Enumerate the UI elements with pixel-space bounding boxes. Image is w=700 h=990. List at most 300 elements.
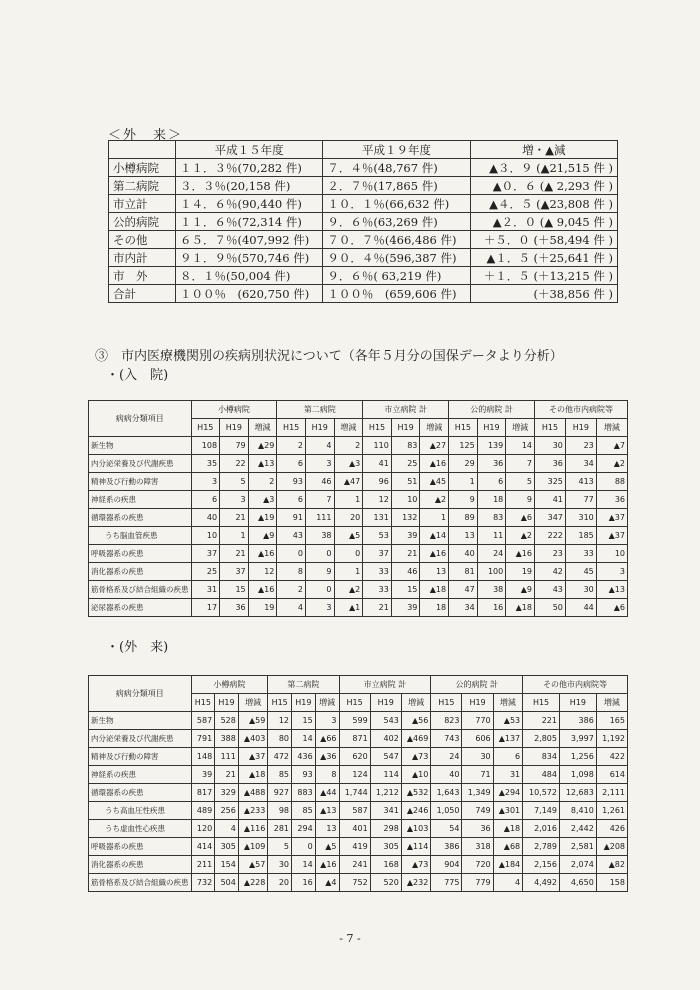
table-group-header: 小樽病院	[191, 401, 277, 419]
disease-name: 呼吸器系の疾患	[89, 838, 192, 856]
table-sub-header: 増減	[506, 419, 535, 437]
summary-h15-value: １４．６％(90,440 件)	[176, 195, 323, 213]
table-cell: 720	[462, 856, 493, 874]
table-cell: 1	[220, 527, 249, 545]
summary-diff-value: ＋５．０ (＋58,494 件 )	[470, 231, 617, 249]
table-cell: 20	[334, 509, 363, 527]
table-cell: 17	[191, 599, 220, 617]
table-cell: ▲45	[420, 473, 449, 491]
table-cell: 23	[535, 545, 566, 563]
table-cell: ▲16	[420, 455, 449, 473]
table-cell: ▲469	[401, 730, 431, 748]
table-cell: 386	[431, 838, 462, 856]
table-cell: ▲2	[596, 455, 627, 473]
disease-name: 内分泌栄養及び代謝疾患	[89, 730, 192, 748]
table-cell: 1,192	[596, 730, 627, 748]
table-cell: ▲37	[596, 509, 627, 527]
table-cell: 30	[268, 856, 292, 874]
disease-name: うち虚血性心疾患	[89, 820, 192, 838]
summary-h19-value: ９．６％( 63,219 件)	[323, 267, 470, 285]
table-cell: ▲29	[248, 437, 277, 455]
table-cell: 124	[339, 766, 370, 784]
table-cell: 110	[363, 437, 392, 455]
table-cell: 54	[431, 820, 462, 838]
table-cell: 484	[523, 766, 560, 784]
table-row	[89, 545, 628, 563]
table-cell: 15	[391, 581, 420, 599]
table-cell: 413	[565, 473, 596, 491]
table-cell: 33	[565, 545, 596, 563]
table-cell: 2	[248, 473, 277, 491]
table-cell: 310	[565, 509, 596, 527]
table-cell: 904	[431, 856, 462, 874]
table-cell: 41	[535, 491, 566, 509]
inpatient-heading: ・(入 院)	[106, 368, 169, 383]
table-cell: 168	[370, 856, 401, 874]
table-sub-header: 増減	[420, 419, 449, 437]
disease-name: 循環器系の疾患	[89, 509, 192, 527]
table-cell: 35	[191, 455, 220, 473]
table-cell: 30	[462, 748, 493, 766]
table-sub-header: H19	[565, 419, 596, 437]
table-cell: ▲37	[238, 748, 268, 766]
summary-header-h15: 平成１５年度	[176, 141, 323, 159]
table-cell: ▲27	[420, 437, 449, 455]
summary-h15-value: １１．３％(70,282 件)	[176, 159, 323, 177]
disease-name: 筋骨格系及び結合組織の疾患	[89, 581, 192, 599]
summary-row	[109, 159, 618, 177]
table-cell: ▲233	[238, 802, 268, 820]
table-cell: 154	[215, 856, 239, 874]
table-cell: 9	[305, 563, 334, 581]
table-cell: 24	[431, 748, 462, 766]
table-cell: ▲116	[238, 820, 268, 838]
table-cell: 4	[305, 437, 334, 455]
table-cell: 39	[391, 527, 420, 545]
table-cell: ▲3	[334, 455, 363, 473]
table-cell: 24	[477, 545, 506, 563]
disease-name: 呼吸器系の疾患	[89, 545, 192, 563]
table-cell: 185	[565, 527, 596, 545]
table-cell: ▲137	[493, 730, 523, 748]
table-sub-header: 増減	[401, 694, 431, 712]
table-cell: 2,581	[559, 838, 596, 856]
summary-header-blank	[109, 141, 176, 159]
table-cell: 40	[191, 509, 220, 527]
table-cell: 31	[493, 766, 523, 784]
table-cell: 2	[277, 437, 306, 455]
table-cell: 732	[191, 874, 215, 892]
table-cell: 25	[191, 563, 220, 581]
table-cell: 51	[391, 473, 420, 491]
summary-header-row	[109, 141, 618, 159]
table-cell: 3,997	[559, 730, 596, 748]
table-cell: 93	[292, 766, 316, 784]
table-cell: ▲114	[401, 838, 431, 856]
table-cell: 89	[449, 509, 478, 527]
table-cell: 12	[248, 563, 277, 581]
table-row	[89, 509, 628, 527]
table-cell: 1	[449, 473, 478, 491]
table-cell: 42	[535, 563, 566, 581]
table-cell: 13	[420, 563, 449, 581]
table-sub-header: H19	[477, 419, 506, 437]
disease-name: うち高血圧性疾患	[89, 802, 192, 820]
summary-header-diff: 増・▲減	[470, 141, 617, 159]
table-cell: 6	[277, 491, 306, 509]
table-cell: 329	[215, 784, 239, 802]
summary-row	[109, 213, 618, 231]
table-cell: 30	[535, 437, 566, 455]
table-group-header: その他市内病院等	[535, 401, 628, 419]
table-cell: 77	[565, 491, 596, 509]
table-cell: 6	[477, 473, 506, 491]
table-cell: 791	[191, 730, 215, 748]
table-cell: 3	[220, 491, 249, 509]
table-sub-header: H15	[523, 694, 560, 712]
table-cell: ▲10	[401, 766, 431, 784]
table-cell: 489	[191, 802, 215, 820]
table-cell: 16	[477, 599, 506, 617]
table-cell: 1,643	[431, 784, 462, 802]
table-cell: 14	[292, 730, 316, 748]
table-sub-header: H19	[391, 419, 420, 437]
table-cell: 46	[391, 563, 420, 581]
table-cell: 294	[292, 820, 316, 838]
disease-name: 神経系の疾患	[89, 766, 192, 784]
inpatient-table	[88, 400, 628, 617]
table-sub-header: H15	[277, 419, 306, 437]
table-cell: 775	[431, 874, 462, 892]
summary-row-label: その他	[109, 231, 176, 249]
table-cell: 472	[268, 748, 292, 766]
table-sub-header: H19	[462, 694, 493, 712]
table-cell: 158	[596, 874, 627, 892]
summary-row	[109, 177, 618, 195]
table-cell: 22	[220, 455, 249, 473]
table-row	[89, 730, 628, 748]
table-cell: 37	[191, 545, 220, 563]
table-cell: 547	[370, 748, 401, 766]
table-cell: ▲13	[596, 581, 627, 599]
summary-h19-value: １００％ (659,606 件)	[323, 285, 470, 303]
table-cell: 599	[339, 712, 370, 730]
table-cell: 7	[506, 455, 535, 473]
table-cell: 0	[277, 545, 306, 563]
table-sub-header: H15	[363, 419, 392, 437]
table-cell: 318	[462, 838, 493, 856]
table-group-header: 第二病院	[277, 401, 363, 419]
table-cell: 1,349	[462, 784, 493, 802]
table-cell: ▲56	[401, 712, 431, 730]
table-cell: ▲53	[493, 712, 523, 730]
table-cell: 43	[277, 527, 306, 545]
table-cell: ▲9	[248, 527, 277, 545]
table-cell: 15	[292, 712, 316, 730]
table-cell: 1,098	[559, 766, 596, 784]
table-cell: 8	[277, 563, 306, 581]
table-row	[89, 838, 628, 856]
summary-h19-value: ９０．４％(596,387 件)	[323, 249, 470, 267]
summary-row-label: 市内計	[109, 249, 176, 267]
table-cell: 9	[449, 491, 478, 509]
table-cell: ▲1	[334, 599, 363, 617]
table-cell: 4,650	[559, 874, 596, 892]
table-cell: 36	[596, 491, 627, 509]
table-sub-header: H19	[559, 694, 596, 712]
table-cell: ▲2	[506, 527, 535, 545]
table-cell: 543	[370, 712, 401, 730]
table-cell: ▲16	[506, 545, 535, 563]
table-group-header: 公的病院 計	[431, 676, 523, 694]
table-cell: 221	[523, 712, 560, 730]
table-cell: ▲246	[401, 802, 431, 820]
table-cell: 31	[191, 581, 220, 599]
table-cell: 743	[431, 730, 462, 748]
table-cell: 606	[462, 730, 493, 748]
table-cell: ▲18	[506, 599, 535, 617]
table-cell: 7,149	[523, 802, 560, 820]
summary-h19-value: ７．４％(48,767 件)	[323, 159, 470, 177]
disease-name: 神経系の疾患	[89, 491, 192, 509]
table-cell: ▲73	[401, 856, 431, 874]
table-cell: ▲18	[420, 581, 449, 599]
table-cell: 36	[535, 455, 566, 473]
table-cell: 18	[420, 599, 449, 617]
table-cell: 83	[477, 509, 506, 527]
table-cell: 10	[596, 545, 627, 563]
table-cell: 83	[391, 437, 420, 455]
summary-row	[109, 249, 618, 267]
summary-table	[108, 140, 618, 303]
table-row	[89, 563, 628, 581]
table-cell: 40	[431, 766, 462, 784]
summary-diff-value: ▲３．９ (▲21,515 件 )	[470, 159, 617, 177]
table-cell: 504	[215, 874, 239, 892]
table-cell: 12	[268, 712, 292, 730]
table-cell: 13	[449, 527, 478, 545]
table-cell: ▲4	[315, 874, 339, 892]
table-cell: 36	[220, 599, 249, 617]
table-row	[89, 820, 628, 838]
table-cell: 111	[215, 748, 239, 766]
summary-h15-value: ９１．９％(570,746 件)	[176, 249, 323, 267]
table-cell: 85	[292, 802, 316, 820]
table-cell: 402	[370, 730, 401, 748]
table-cell: 19	[248, 599, 277, 617]
table-cell: ▲9	[506, 581, 535, 599]
disease-name: 消化器系の疾患	[89, 563, 192, 581]
table-cell: 23	[565, 437, 596, 455]
table-cell: 1,261	[596, 802, 627, 820]
table-cell: 16	[292, 874, 316, 892]
table-cell: 388	[215, 730, 239, 748]
summary-row-label: 公的病院	[109, 213, 176, 231]
table-cell: 414	[191, 838, 215, 856]
table-cell: 85	[268, 766, 292, 784]
table-cell: 9	[506, 491, 535, 509]
table-row	[89, 802, 628, 820]
table-cell: 871	[339, 730, 370, 748]
table-cell: ▲47	[334, 473, 363, 491]
summary-row-label: 市立計	[109, 195, 176, 213]
table-cell: 46	[305, 473, 334, 491]
table-cell: ▲16	[248, 545, 277, 563]
table-group-header: その他市内病院等	[523, 676, 628, 694]
table-cell: ▲488	[238, 784, 268, 802]
table-cell: 10,572	[523, 784, 560, 802]
table-cell: 1	[420, 509, 449, 527]
table-cell: 426	[596, 820, 627, 838]
summary-diff-value: ▲２．０ (▲ 9,045 件 )	[470, 213, 617, 231]
table-cell: 281	[268, 820, 292, 838]
table-group-header: 公的病院 計	[449, 401, 535, 419]
table-cell: ▲6	[506, 509, 535, 527]
summary-row	[109, 195, 618, 213]
table-cell: 256	[215, 802, 239, 820]
table-cell: 21	[220, 545, 249, 563]
summary-row	[109, 285, 618, 303]
table-cell: ▲19	[248, 509, 277, 527]
summary-header-h19: 平成１９年度	[323, 141, 470, 159]
table-cell: 12,683	[559, 784, 596, 802]
table-cell: ▲532	[401, 784, 431, 802]
table-cell: 2,156	[523, 856, 560, 874]
table-sub-header: H15	[449, 419, 478, 437]
table-cell: 401	[339, 820, 370, 838]
disease-name: 筋骨格系及び結合組織の疾患	[89, 874, 192, 892]
table-cell: 1,744	[339, 784, 370, 802]
table-cell: 2	[334, 437, 363, 455]
table-cell: 34	[565, 455, 596, 473]
table-cell: 79	[220, 437, 249, 455]
table-cell: 752	[339, 874, 370, 892]
summary-row	[109, 267, 618, 285]
table-cell: 620	[339, 748, 370, 766]
table-cell: 4	[277, 599, 306, 617]
table-row	[89, 527, 628, 545]
table-corner-header: 病病分類項目	[89, 676, 192, 712]
table-cell: 305	[215, 838, 239, 856]
table-sub-header: H19	[305, 419, 334, 437]
table-cell: ▲73	[401, 748, 431, 766]
table-cell: 93	[277, 473, 306, 491]
summary-row-label: 小樽病院	[109, 159, 176, 177]
table-cell: 3	[315, 712, 339, 730]
table-cell: ▲59	[238, 712, 268, 730]
table-cell: 108	[191, 437, 220, 455]
table-cell: 100	[477, 563, 506, 581]
table-cell: 305	[370, 838, 401, 856]
disease-name: 内分泌栄養及び代謝疾患	[89, 455, 192, 473]
table-cell: 3	[305, 455, 334, 473]
table-sub-header: H19	[370, 694, 401, 712]
table-cell: 325	[535, 473, 566, 491]
table-cell: ▲109	[238, 838, 268, 856]
table-cell: 11	[477, 527, 506, 545]
table-cell: 341	[370, 802, 401, 820]
table-cell: 4,492	[523, 874, 560, 892]
table-cell: 1	[334, 491, 363, 509]
table-cell: 419	[339, 838, 370, 856]
table-cell: ▲6	[596, 599, 627, 617]
table-cell: 36	[462, 820, 493, 838]
table-cell: ▲2	[334, 581, 363, 599]
table-cell: 88	[596, 473, 627, 491]
table-cell: ▲13	[248, 455, 277, 473]
page-number: - 7 -	[339, 932, 361, 945]
table-cell: 25	[391, 455, 420, 473]
table-cell: 2,442	[559, 820, 596, 838]
table-cell: 37	[220, 563, 249, 581]
table-cell: ▲36	[315, 748, 339, 766]
table-cell: 2,805	[523, 730, 560, 748]
table-cell: 3	[305, 599, 334, 617]
table-cell: 131	[363, 509, 392, 527]
table-sub-header: H15	[431, 694, 462, 712]
table-cell: 222	[535, 527, 566, 545]
table-sub-header: H19	[220, 419, 249, 437]
table-cell: 98	[268, 802, 292, 820]
table-cell: 120	[191, 820, 215, 838]
table-cell: 21	[363, 599, 392, 617]
table-cell: 30	[565, 581, 596, 599]
table-cell: ▲228	[238, 874, 268, 892]
table-cell: ▲16	[315, 856, 339, 874]
table-row	[89, 766, 628, 784]
table-cell: 1,050	[431, 802, 462, 820]
table-cell: 43	[535, 581, 566, 599]
table-cell: ▲5	[315, 838, 339, 856]
table-cell: 39	[391, 599, 420, 617]
table-sub-header: H15	[268, 694, 292, 712]
summary-h15-value: ３．３％(20,158 件)	[176, 177, 323, 195]
table-row	[89, 748, 628, 766]
table-row	[89, 491, 628, 509]
table-cell: 53	[363, 527, 392, 545]
table-cell: 139	[477, 437, 506, 455]
table-cell: 14	[506, 437, 535, 455]
summary-h15-value: ６５．７％(407,992 件)	[176, 231, 323, 249]
summary-h19-value: ２．７％(17,865 件)	[323, 177, 470, 195]
table-cell: 29	[449, 455, 478, 473]
table-row	[89, 599, 628, 617]
table-sub-header: 増減	[248, 419, 277, 437]
table-cell: 19	[506, 563, 535, 581]
section-3-title: ③ 市内医療機関別の疾病別状況について（各年５月分の国保データより分析）	[95, 349, 563, 364]
table-cell: 1,212	[370, 784, 401, 802]
table-cell: 38	[477, 581, 506, 599]
table-cell: 4	[215, 820, 239, 838]
outpatient-heading: ＜外 来＞	[108, 128, 184, 143]
summary-h15-value: １１．６％(72,314 件)	[176, 213, 323, 231]
table-cell: 15	[220, 581, 249, 599]
table-cell: ▲44	[315, 784, 339, 802]
table-cell: ▲294	[493, 784, 523, 802]
summary-h19-value: ７０．７％(466,486 件)	[323, 231, 470, 249]
table-cell: 125	[449, 437, 478, 455]
table-cell: ▲68	[493, 838, 523, 856]
table-cell: ▲208	[596, 838, 627, 856]
summary-row-label: 市 外	[109, 267, 176, 285]
summary-diff-value: ▲４．５ (▲23,808 件 )	[470, 195, 617, 213]
table-cell: 2	[277, 581, 306, 599]
table-cell: 12	[363, 491, 392, 509]
table-cell: 165	[596, 712, 627, 730]
table-cell: 47	[449, 581, 478, 599]
table-cell: 211	[191, 856, 215, 874]
table-cell: 0	[292, 838, 316, 856]
